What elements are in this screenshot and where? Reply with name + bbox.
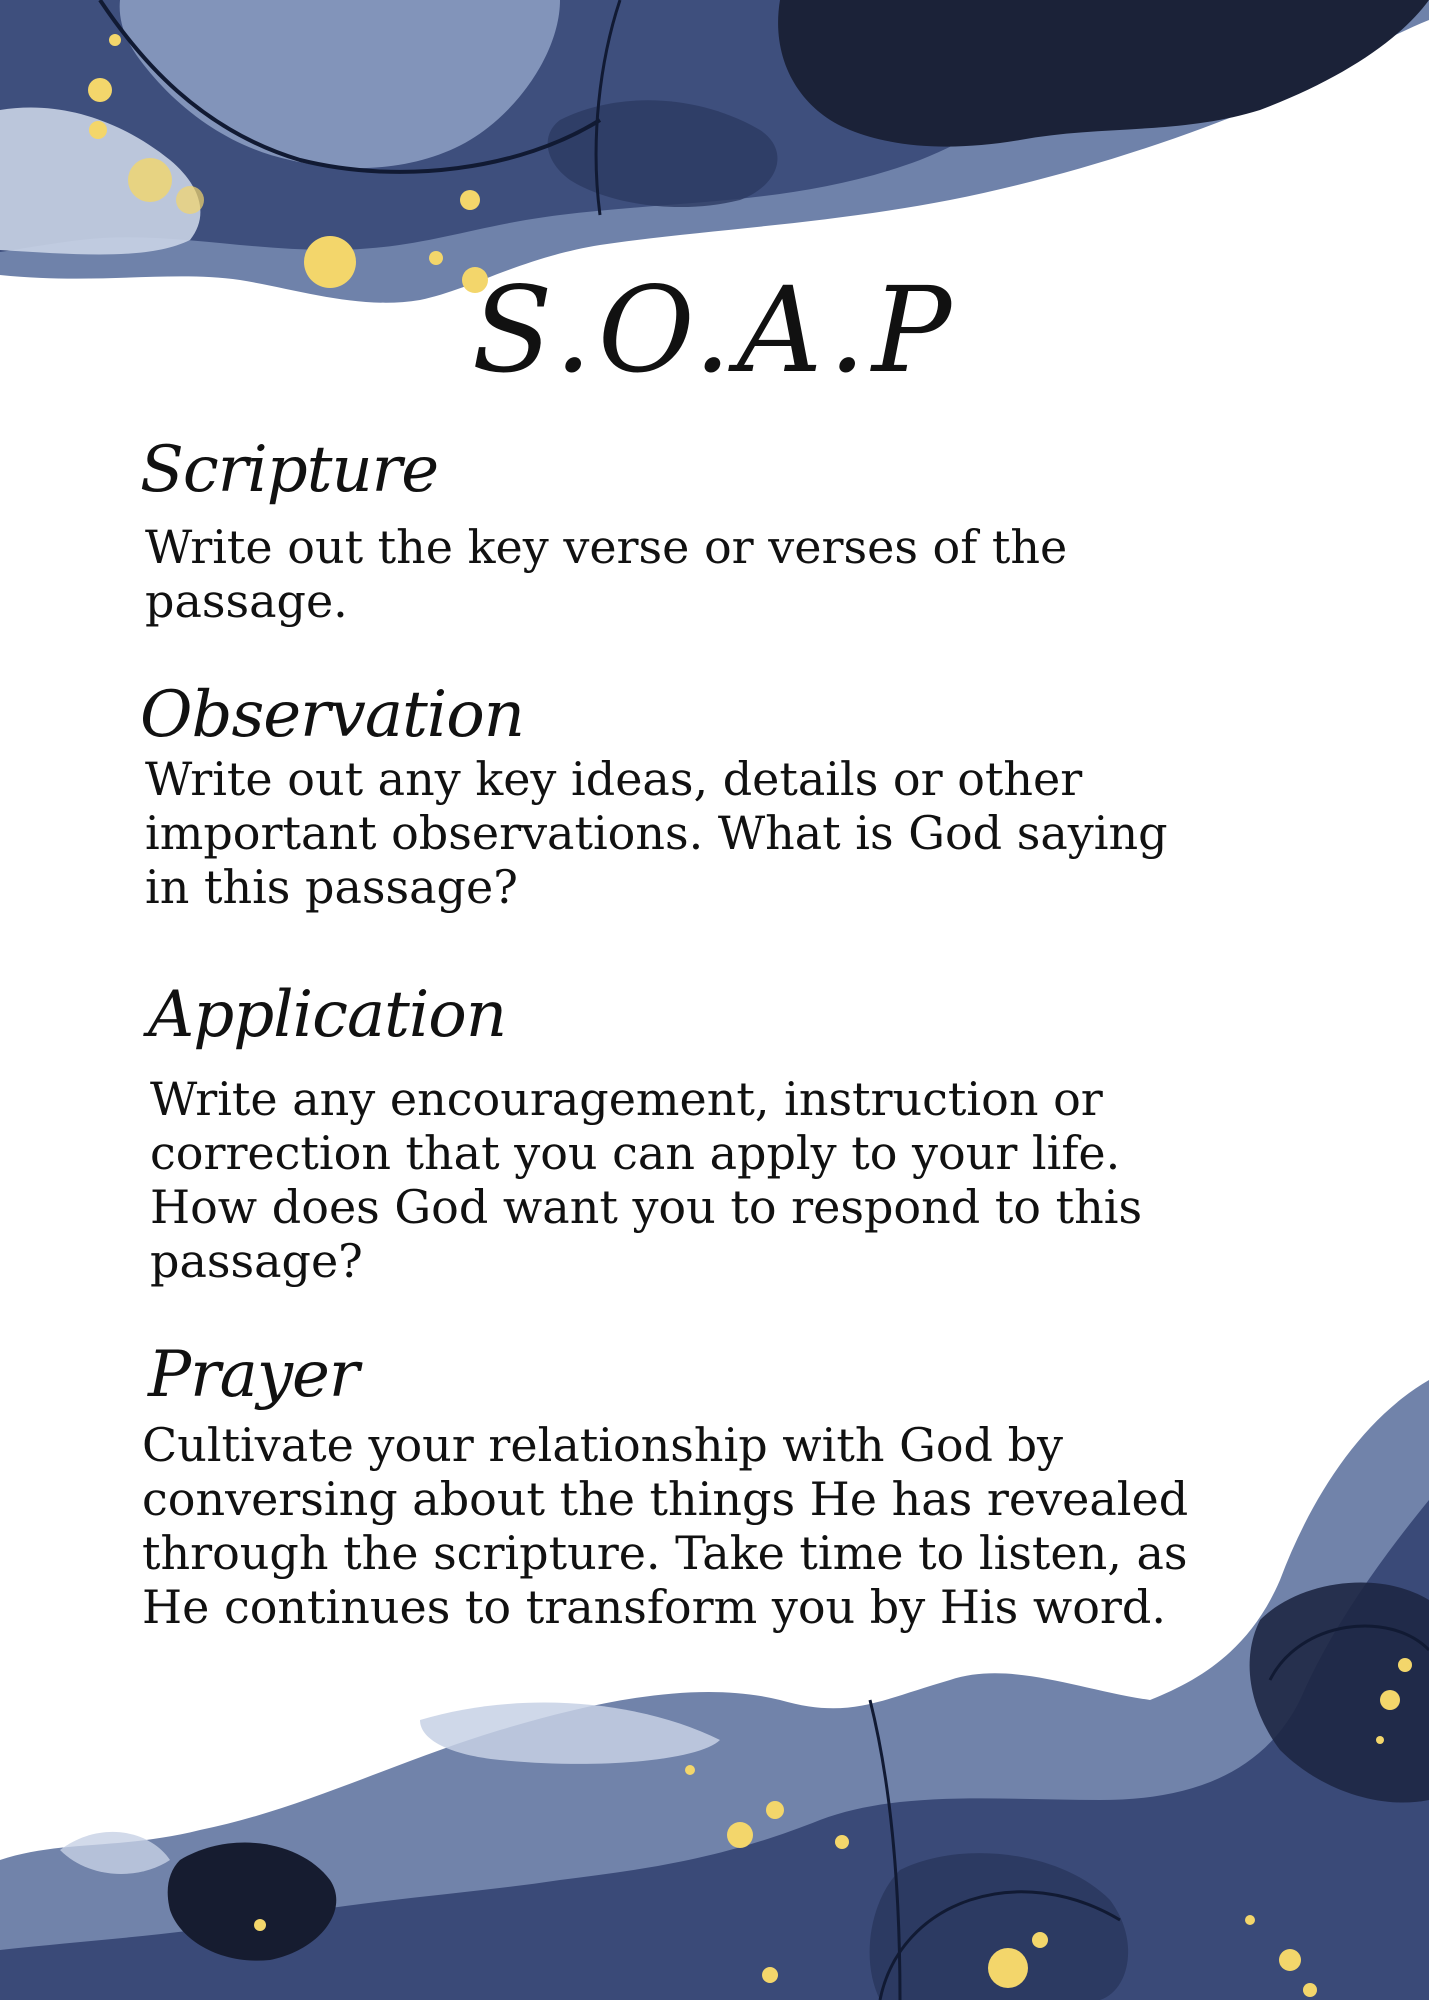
section-text-observation: Write out any key ideas, details or other important observations. What is God saying in this passage? [145,752,1168,914]
section-heading-scripture: Scripture [140,433,439,507]
section-text-scripture: Write out the key verse or verses of the passage. [145,520,1068,628]
section-text-application: Write any encouragement, instruction or correction that you can apply to your life. How does God want you to respond to this passage? [150,1072,1143,1288]
section-text-prayer: Cultivate your relationship with God by conversing about the things He has revealed through the scripture. Take time to listen, as He continues to transform you by His word. [142,1418,1189,1634]
page-title: S.O.A.P [471,261,958,399]
section-heading-prayer: Prayer [148,1338,359,1412]
section-heading-application: Application [148,978,507,1052]
section-heading-observation: Observation [140,678,524,752]
